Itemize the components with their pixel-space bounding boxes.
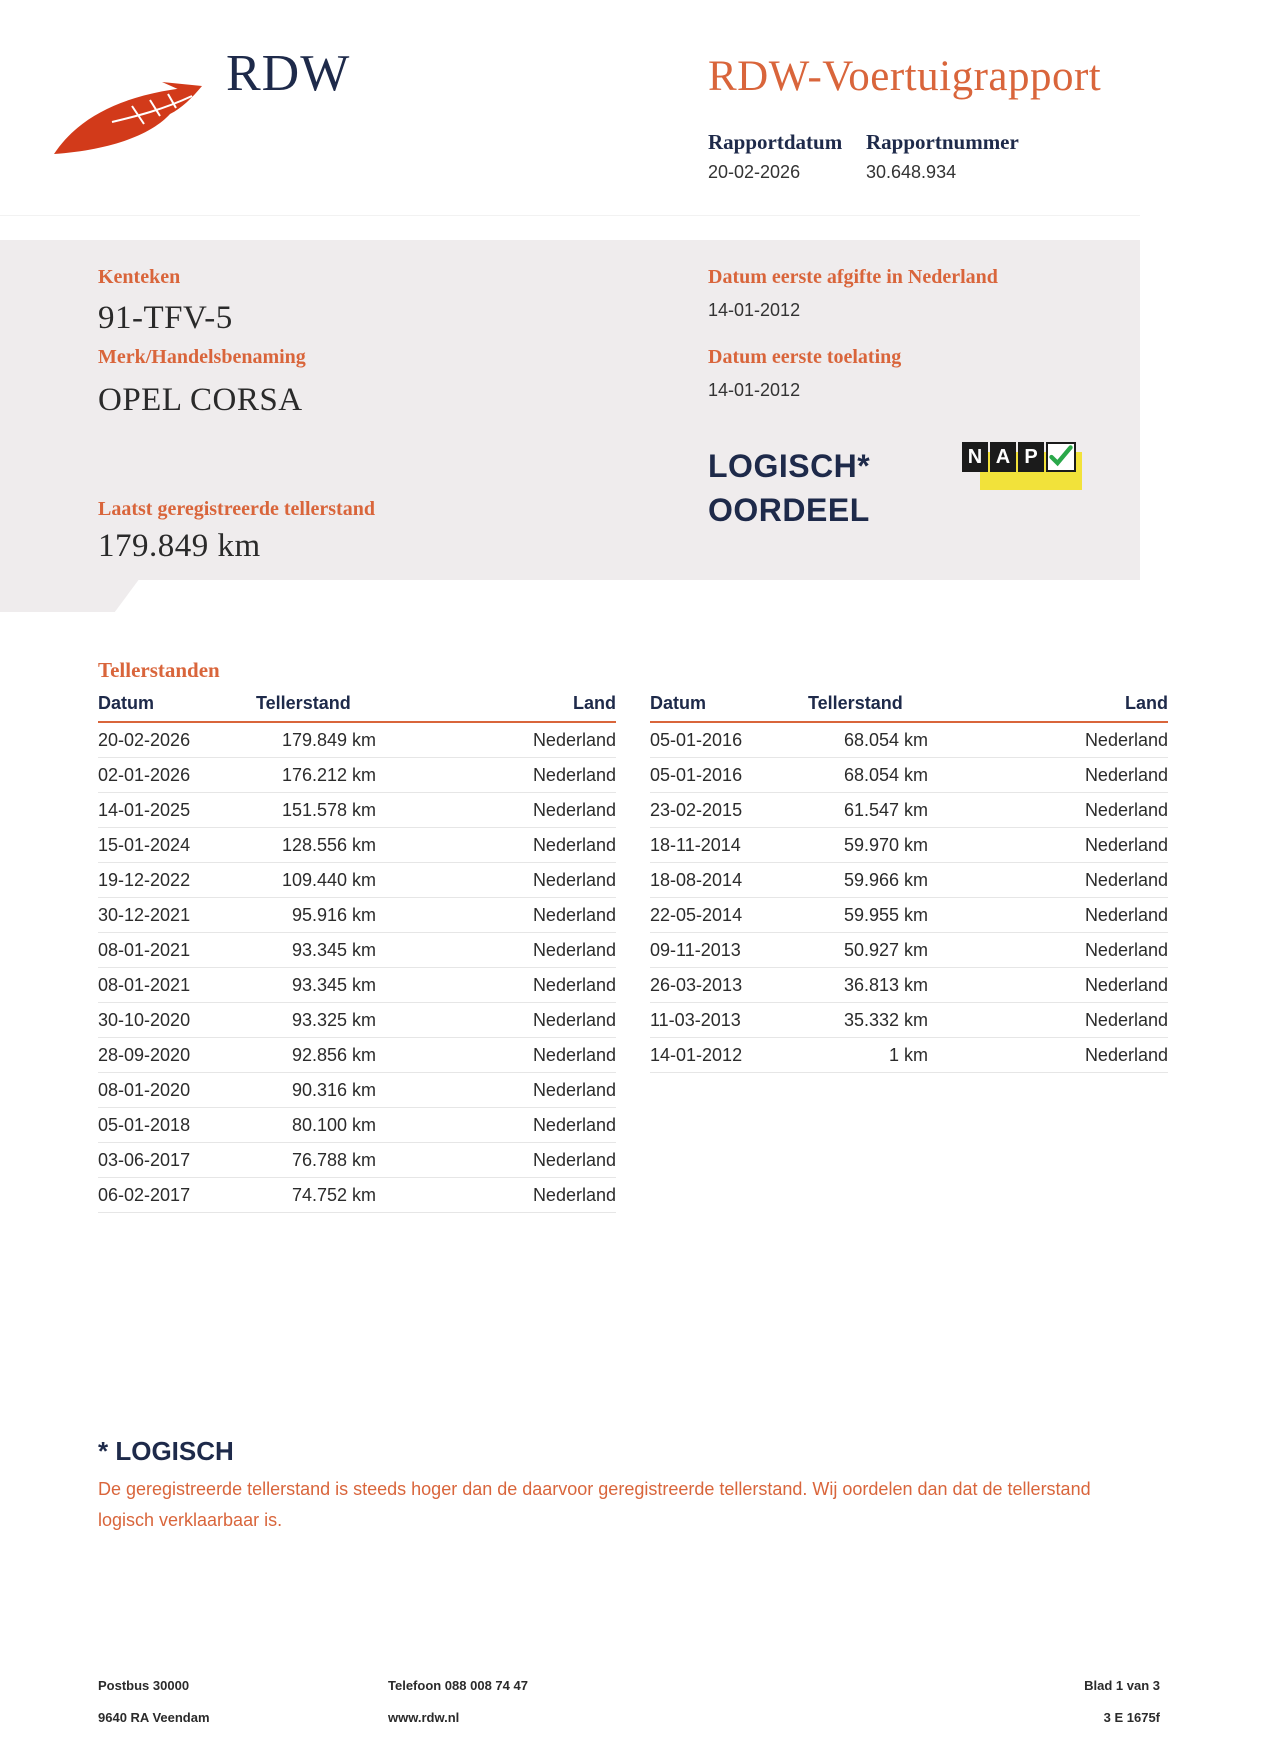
table-row: [650, 1038, 1168, 1073]
nap-letter: A: [990, 442, 1016, 472]
table-row: [98, 793, 616, 828]
cell-country: Nederland: [376, 758, 616, 793]
cell-country: Nederland: [928, 898, 1168, 933]
cell-date: 19-12-2022: [98, 863, 256, 898]
table-row: [650, 898, 1168, 933]
cell-odometer: 93.325 km: [256, 1003, 376, 1038]
cell-odometer: 68.054 km: [808, 722, 928, 758]
cell-odometer: 95.916 km: [256, 898, 376, 933]
cell-odometer: 59.970 km: [808, 828, 928, 863]
table-row: [650, 968, 1168, 1003]
report-title: RDW-Voertuigrapport: [708, 53, 1102, 100]
cell-date: 08-01-2021: [98, 933, 256, 968]
cell-country: Nederland: [928, 722, 1168, 758]
cell-date: 11-03-2013: [650, 1003, 808, 1038]
footer-website[interactable]: www.rdw.nl: [388, 1710, 460, 1725]
cell-date: 30-10-2020: [98, 1003, 256, 1038]
cell-odometer: 50.927 km: [808, 933, 928, 968]
table-row: [98, 1108, 616, 1143]
nap-letter: P: [1018, 442, 1044, 472]
column-header-odometer: Tellerstand: [808, 690, 928, 722]
cell-country: Nederland: [928, 758, 1168, 793]
cell-odometer: 76.788 km: [256, 1143, 376, 1178]
column-header-country: Land: [376, 690, 616, 722]
table-row: [650, 933, 1168, 968]
footer-phone: Telefoon 088 008 74 47: [388, 1678, 528, 1693]
cell-odometer: 93.345 km: [256, 968, 376, 1003]
table-row: [98, 1143, 616, 1178]
cell-odometer: 176.212 km: [256, 758, 376, 793]
footer-postbus: Postbus 30000: [98, 1678, 190, 1693]
nap-checkmark-icon: [1046, 442, 1076, 472]
table-row: [98, 722, 616, 758]
first-issue-label: Datum eerste afgifte in Nederland: [708, 266, 998, 288]
cell-odometer: 59.955 km: [808, 898, 928, 933]
cell-country: Nederland: [928, 828, 1168, 863]
verdict-line-2: OORDEEL: [708, 492, 870, 528]
cell-country: Nederland: [376, 863, 616, 898]
readings-table-right: [650, 690, 1168, 1073]
cell-odometer: 68.054 km: [808, 758, 928, 793]
cell-country: Nederland: [376, 1108, 616, 1143]
cell-date: 08-01-2020: [98, 1073, 256, 1108]
report-date: 20-02-2026: [708, 162, 801, 182]
cell-date: 23-02-2015: [650, 793, 808, 828]
cell-country: Nederland: [928, 1038, 1168, 1073]
cell-date: 26-03-2013: [650, 968, 808, 1003]
table-row: [98, 1038, 616, 1073]
header-divider: [0, 215, 1140, 216]
cell-date: 14-01-2025: [98, 793, 256, 828]
make-label: Merk/Handelsbenaming: [98, 346, 306, 368]
table-row: [98, 933, 616, 968]
panel-tab-shape: [0, 578, 140, 612]
table-row: [650, 828, 1168, 863]
column-header-date: Datum: [98, 690, 256, 722]
last-reading: 179.849 km: [98, 528, 261, 564]
table-row: [650, 863, 1168, 898]
column-header-country: Land: [928, 690, 1168, 722]
cell-odometer: 36.813 km: [808, 968, 928, 1003]
cell-date: 15-01-2024: [98, 828, 256, 863]
cell-odometer: 74.752 km: [256, 1178, 376, 1213]
footer-page-number: Blad 1 van 3: [1084, 1678, 1160, 1693]
cell-odometer: 179.849 km: [256, 722, 376, 758]
cell-date: 06-02-2017: [98, 1178, 256, 1213]
cell-country: Nederland: [928, 793, 1168, 828]
vehicle-make: OPEL CORSA: [98, 382, 303, 418]
cell-date: 09-11-2013: [650, 933, 808, 968]
readings-section-title: Tellerstanden: [98, 658, 220, 682]
cell-date: 05-01-2016: [650, 722, 808, 758]
cell-odometer: 151.578 km: [256, 793, 376, 828]
table-row: [98, 968, 616, 1003]
cell-country: Nederland: [376, 898, 616, 933]
cell-country: Nederland: [376, 722, 616, 758]
column-header-date: Datum: [650, 690, 808, 722]
table-row: [98, 828, 616, 863]
cell-date: 05-01-2018: [98, 1108, 256, 1143]
table-row: [98, 863, 616, 898]
cell-date: 03-06-2017: [98, 1143, 256, 1178]
first-issue-date: 14-01-2012: [708, 300, 801, 320]
table-row: [650, 758, 1168, 793]
cell-country: Nederland: [376, 1143, 616, 1178]
table-row: [98, 898, 616, 933]
column-header-odometer: Tellerstand: [256, 690, 376, 722]
cell-odometer: 90.316 km: [256, 1073, 376, 1108]
cell-country: Nederland: [376, 1073, 616, 1108]
brand-name: RDW: [226, 45, 351, 102]
nap-letter: N: [962, 442, 988, 472]
cell-country: Nederland: [376, 1038, 616, 1073]
cell-date: 18-11-2014: [650, 828, 808, 863]
cell-country: Nederland: [928, 863, 1168, 898]
rdw-logo-icon: [52, 72, 212, 162]
cell-odometer: 59.966 km: [808, 863, 928, 898]
cell-date: 18-08-2014: [650, 863, 808, 898]
cell-country: Nederland: [928, 933, 1168, 968]
cell-odometer: 1 km: [808, 1038, 928, 1073]
first-admission-label: Datum eerste toelating: [708, 346, 902, 368]
license-plate: 91-TFV-5: [98, 300, 233, 336]
first-admission-date: 14-01-2012: [708, 380, 801, 400]
table-row: [650, 793, 1168, 828]
cell-odometer: 109.440 km: [256, 863, 376, 898]
footer-address: 9640 RA Veendam: [98, 1710, 210, 1725]
cell-date: 08-01-2021: [98, 968, 256, 1003]
footnote-text: De geregistreerde tellerstand is steeds hoger dan de daarvoor geregistreerde tellerstand. Wij oordelen dan dat de tellerstand logisch verklaarbaar is.: [98, 1479, 1091, 1530]
report-date-label: Rapportdatum: [708, 130, 843, 154]
footnote-title: * LOGISCH: [98, 1436, 234, 1466]
cell-country: Nederland: [376, 793, 616, 828]
cell-country: Nederland: [376, 933, 616, 968]
cell-country: Nederland: [376, 1003, 616, 1038]
cell-country: Nederland: [376, 968, 616, 1003]
table-row: [98, 1178, 616, 1213]
cell-odometer: 80.100 km: [256, 1108, 376, 1143]
plate-label: Kenteken: [98, 266, 181, 288]
cell-date: 20-02-2026: [98, 722, 256, 758]
report-number-label: Rapportnummer: [866, 130, 1019, 154]
cell-odometer: 61.547 km: [808, 793, 928, 828]
cell-date: 28-09-2020: [98, 1038, 256, 1073]
cell-country: Nederland: [376, 1178, 616, 1213]
nap-badge: [962, 442, 1082, 490]
cell-odometer: 35.332 km: [808, 1003, 928, 1038]
last-reading-label: Laatst geregistreerde tellerstand: [98, 498, 375, 520]
cell-country: Nederland: [376, 828, 616, 863]
cell-country: Nederland: [928, 968, 1168, 1003]
table-row: [98, 758, 616, 793]
cell-date: 02-01-2026: [98, 758, 256, 793]
cell-date: 22-05-2014: [650, 898, 808, 933]
report-number: 30.648.934: [866, 162, 957, 182]
table-row: [650, 1003, 1168, 1038]
cell-odometer: 92.856 km: [256, 1038, 376, 1073]
table-row: [98, 1003, 616, 1038]
cell-date: 05-01-2016: [650, 758, 808, 793]
table-row: [98, 1073, 616, 1108]
cell-odometer: 93.345 km: [256, 933, 376, 968]
cell-date: 30-12-2021: [98, 898, 256, 933]
footer-document-code: 3 E 1675f: [1103, 1710, 1160, 1725]
readings-table-left: [98, 690, 616, 1213]
cell-odometer: 128.556 km: [256, 828, 376, 863]
cell-country: Nederland: [928, 1003, 1168, 1038]
verdict-line-1: LOGISCH*: [708, 448, 871, 484]
table-row: [650, 722, 1168, 758]
cell-date: 14-01-2012: [650, 1038, 808, 1073]
